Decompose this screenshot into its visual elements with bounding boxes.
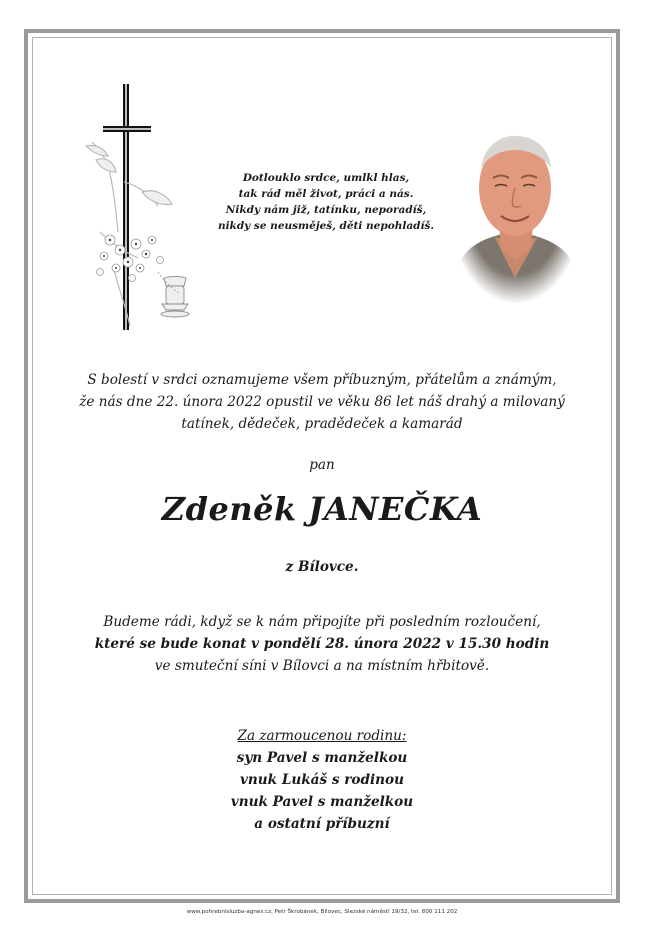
memorial-poem xyxy=(215,170,437,234)
family-heading: Za zarmoucenou rodinu: xyxy=(237,728,407,744)
funeral-service-footer: www.pohrebnisluzba-agnes.cz, Petr Škrobánek, Bílovec, Slezské náměstí 19/32, tel. 800 111 202 xyxy=(186,909,458,915)
honorific: pan xyxy=(309,457,335,473)
announcement-line: tatínek, dědeček, pradědeček a kamarád xyxy=(181,416,463,432)
invitation-date-line: které se bude konat v pondělí 28. února 2022 v 15.30 hodin xyxy=(94,636,550,652)
poem-line: Nikdy nám již, tatínku, neporadíš, xyxy=(225,204,427,216)
family-member: vnuk Lukáš s rodinou xyxy=(240,772,404,788)
family-member: syn Pavel s manželkou xyxy=(236,750,408,766)
lantern-icon xyxy=(161,277,189,318)
poem-line: Dotlouklo srdce, umlkl hlas, xyxy=(242,172,410,184)
poem-line: tak rád měl život, práci a nás. xyxy=(238,188,414,200)
small-blossoms-icon xyxy=(97,235,164,282)
deceased-name: Zdeněk JANEČKA xyxy=(161,490,483,528)
deceased-origin: z Bílovce. xyxy=(285,559,359,575)
deceased-portrait-photo xyxy=(455,128,577,304)
funeral-invitation xyxy=(40,611,604,677)
invitation-place-line: ve smuteční síni v Bílovci a na místním hřbitově. xyxy=(154,658,490,674)
cross-icon xyxy=(103,84,151,330)
mourning-family xyxy=(40,725,604,835)
announcement-line: S bolestí v srdci oznamujeme všem příbuzným, přátelům a známým, xyxy=(87,372,557,388)
poem-line: nikdy se neusměješ, děti nepohladíš. xyxy=(217,220,435,232)
death-announcement xyxy=(40,369,604,435)
cross-with-lilies-ornament xyxy=(80,82,200,334)
family-member: vnuk Pavel s manželkou xyxy=(230,794,414,810)
announcement-line: že nás dne 22. února 2022 opustil ve věku 86 let náš drahý a milovaný xyxy=(79,394,565,410)
invitation-line: Budeme rádi, když se k nám připojíte při posledním rozloučení, xyxy=(103,614,541,630)
family-member: a ostatní příbuzní xyxy=(254,816,390,832)
